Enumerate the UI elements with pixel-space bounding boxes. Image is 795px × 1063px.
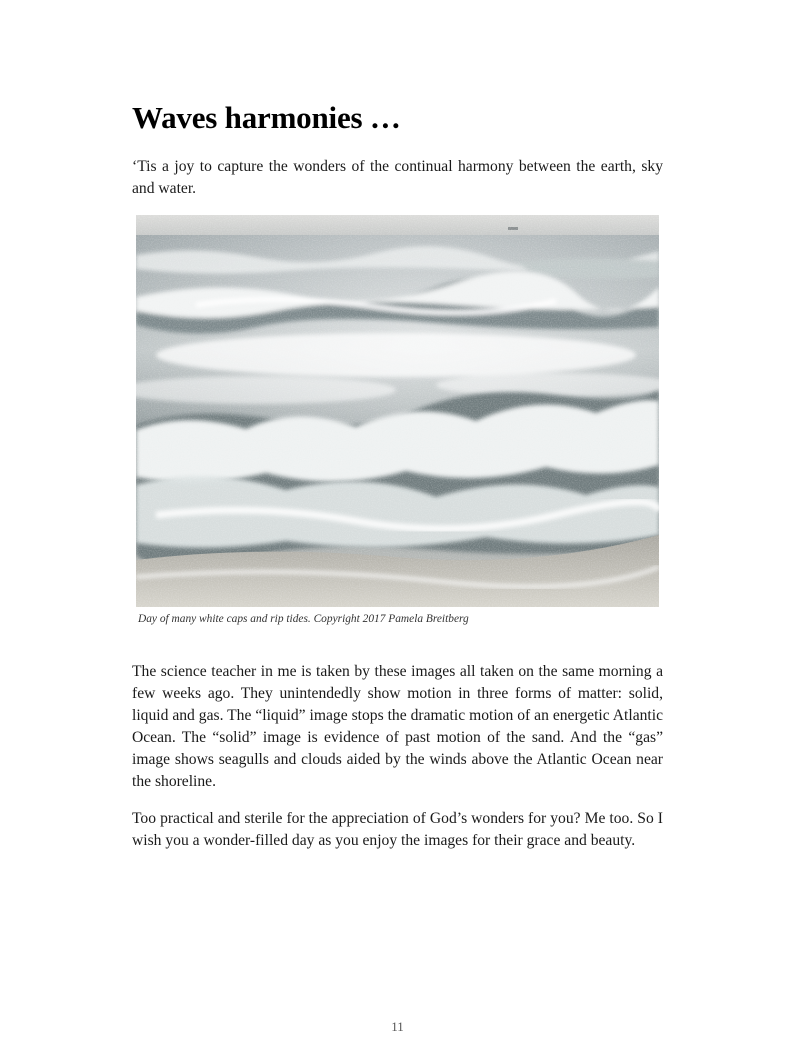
ocean-waves-photo bbox=[136, 215, 659, 607]
page-title: Waves harmonies … bbox=[132, 100, 401, 135]
body-paragraph: Too practical and sterile for the appreciation of God’s wonders for you? Me too. So I wish you a wonder-filled day as you enjoy the images for their grace and beauty. bbox=[132, 810, 663, 849]
photo-caption: Day of many white caps and rip tides. Copyright 2017 Pamela Breitberg bbox=[138, 613, 469, 625]
body-text bbox=[132, 661, 663, 867]
body-paragraph: The science teacher in me is taken by these images all taken on the same morning a few weeks ago. They unintendedly show motion in three forms of matter: solid, liquid and gas. The “liquid” image stops the dramatic motion of an energetic Atlantic Ocean. The “solid” image is evidence of past motion of the sand. And the “gas” image shows seagulls and clouds aided by the winds above the Atlantic Ocean near the shoreline. bbox=[132, 663, 663, 790]
page-number: 11 bbox=[391, 1019, 404, 1034]
intro-paragraph: ‘Tis a joy to capture the wonders of the continual harmony between the earth, sky and water. bbox=[132, 158, 663, 197]
